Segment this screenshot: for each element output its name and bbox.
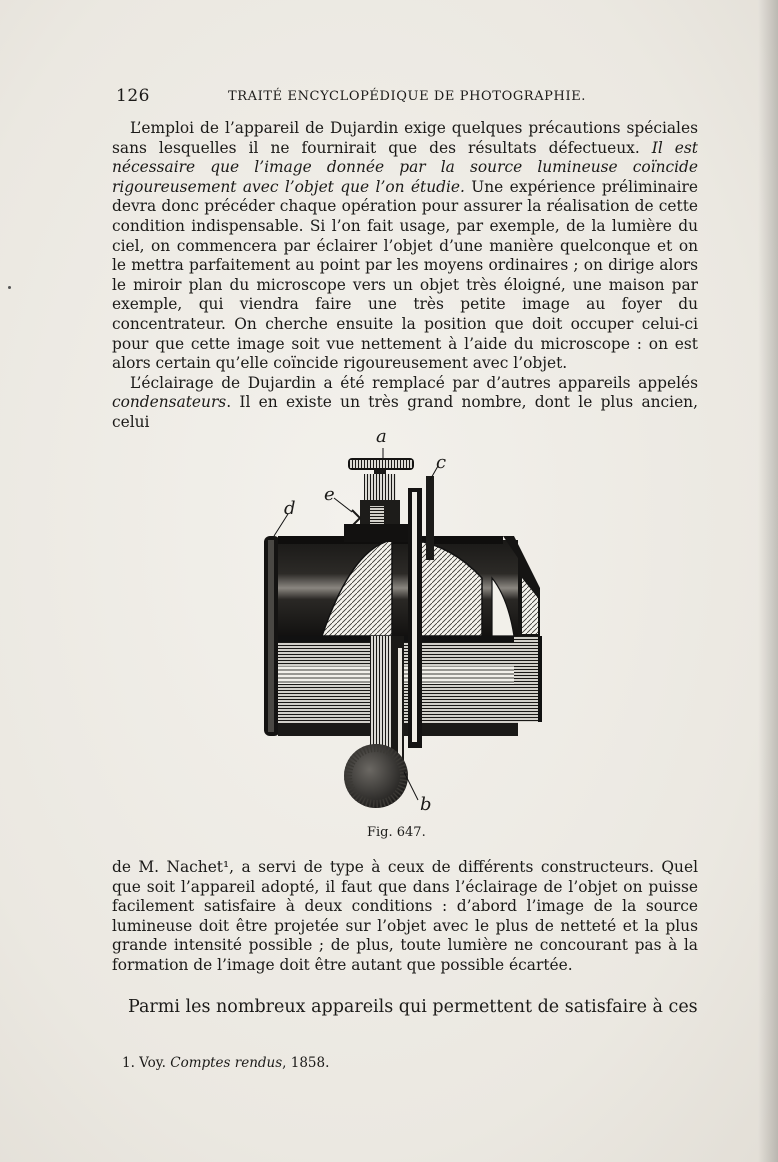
footnote-italic: Comptes rendus xyxy=(170,1055,283,1071)
page-number: 126 xyxy=(116,86,150,106)
paragraph-dujardin xyxy=(112,119,698,374)
footnote-number: 1. Voy. xyxy=(122,1055,171,1071)
label-e: e xyxy=(324,484,335,505)
running-title: TRAITÉ ENCYCLOPÉDIQUE DE PHOTOGRAPHIE. xyxy=(228,89,587,104)
label-a: a xyxy=(376,426,387,447)
page-header xyxy=(116,86,698,110)
italic-span: Il est nécessaire que l’image donnée par la source lumineuse coïncide rigoureusement avec l’objet que l’on étudie. xyxy=(112,138,698,196)
text-span: L’éclairage de Dujardin a été remplacé par d’autres appareils appelés xyxy=(130,373,698,392)
figure-647 xyxy=(252,426,552,840)
label-c: c xyxy=(436,452,447,473)
label-b: b xyxy=(420,794,432,815)
condenser-engraving xyxy=(252,428,552,823)
margin-speck xyxy=(8,286,11,289)
text-span: . Il en existe un très grand nombre, dont le plus ancien, celui xyxy=(112,393,698,431)
stem xyxy=(370,636,392,756)
page-edge-shadow xyxy=(758,0,778,1162)
figure-caption: Fig. 647. xyxy=(367,825,426,840)
paragraph-nachet: de M. Nachet¹, a servi de type à ceux de différents constructeurs. Quel que soit l’appareil adopté, il faut que dans l’éclairage de l’objet on puisse facilement satisfaire à deux conditions : d’abord l’image de la source lumineuse doit être projetée sur l’objet avec le plus de netteté et la plus grande intensité possible ; de plus, toute lumière ne concourant pas à la formation de l’image doit être autant que possible écartée. xyxy=(112,858,698,974)
text-span: Une expérience préliminaire devra donc précéder chaque opération pour assurer la réalisation de cette condition indispensable. Si l’on fait usage, par exemple, de la lumière du ciel, on commencera par éclairer l’objet d’une manière quelconque et on le mettra parfaitement au point par les moyens ordinaires ; on dirige alors le miroir plan du microscope vers un objet très éloigné, une maison par exemple, qui viendra faire une très petite image au foyer du concentrateur. On cherche ensuite la position que doit occuper celui-ci pour que cette image soit vue nettement à l’aide du microscope : on est alors certain qu’elle coïncide rigoureusement avec l’objet. xyxy=(112,177,698,373)
paragraph-parmi: Parmi les nombreux appareils qui permettent de satisfaire à ces xyxy=(128,997,698,1017)
text-span: L’emploi de l’appareil de Dujardin exige quelques précautions spéciales sans lesquelles il ne fournirait que des résultats défectueux. xyxy=(112,119,698,157)
body-text-bottom xyxy=(112,858,698,976)
label-d: d xyxy=(284,498,296,519)
footnote-rest: , 1858. xyxy=(282,1055,330,1071)
footnote xyxy=(122,1055,329,1071)
body-text-top xyxy=(112,119,698,433)
italic-span: condensateurs xyxy=(112,393,227,412)
paragraph-condensateurs xyxy=(112,374,698,433)
